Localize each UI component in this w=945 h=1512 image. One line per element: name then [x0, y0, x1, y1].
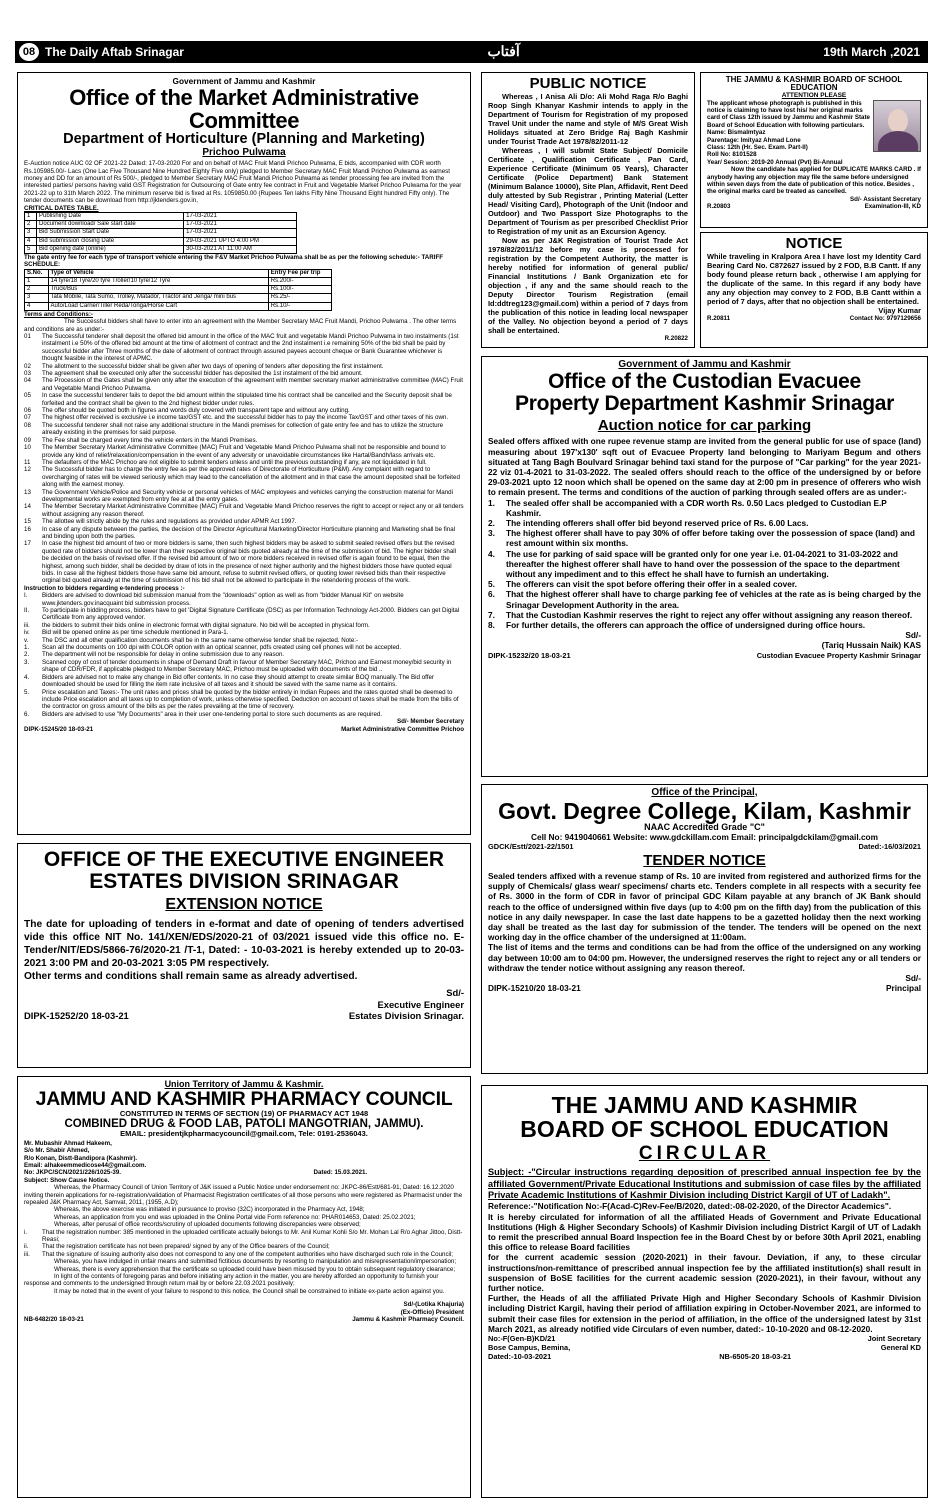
address-line: Mr. Mubashir Ahmad Hakeem,: [24, 1139, 112, 1147]
term-item-text: The Member Secretary Market Administrative Committee (MAC) Fruit and Vegetable Mandi Prichoo Pulwama shall not be responsible and bound to provide any kind of relief/relaxation/compensation in the event of any adversity or unavoidable circumstances like Hartal/Bandh/lass arrivals etc.: [42, 444, 446, 459]
term-item-text: The successful tenderer shall not raise any additional structure in the Mandi premises for collection of gate entry fee and has to utilize the structure already existing in the premises for said purpose.: [42, 421, 444, 437]
gdc-dated: Dated:-16/03/2021: [858, 842, 921, 852]
custodian-intro: Sealed offers affixed with one rupee revenue stamp are invited from the general public for use of space (land) measuring about 197'x130' sqft out of Evacuee Property land belonging to Mariyam Begum and others situated at Tang Bagh Boulvard Srinagar behind taxi stand for the purpose of "Car parking" for the year 2021-22 viz 01-4-2021 to 31-03-2022. The sealed offers should reach to the office of the undersigned by or before 29-03-2021 upto 12 noon which shall be opened on the same day at 2:00 pm in presence of offerers who wish to remain present. The terms and conditions of the auction of parking through sealed offers are as under:-: [488, 436, 921, 498]
custodian-item-number: 3.: [488, 528, 495, 539]
mac-ref: DIPK-15245/20 18-03-21: [24, 725, 94, 733]
public-notice-p1: Whereas , I Anisa Ali D/o: Ali Mohd Raga R/o Baghi Roop Singh Khanyar Kashmir intends to apply in the Department of Tourism for Registration of my proposed Travel Unit under the name and style of M/S Great Wish Holidays situated at Zero Bridge Raj Bagh Kashmir under Tourist Trade Act 1978/82/2011-12: [488, 91, 688, 146]
term-item: [24, 503, 464, 518]
pharmacy-ref: NB-6482/20 18-03-21: [24, 1316, 84, 1324]
term-item: [24, 422, 464, 437]
applicant-field: Parentage: Imityaz Ahmad Lone: [707, 136, 801, 144]
term-item-text: The allottee will strictly abide by the rules and regulations as provided under APMR Act 1997.: [42, 518, 297, 526]
paper-logo: آفتاب: [487, 44, 520, 60]
address-line: S/o Mr. Shabir Ahmed,: [24, 1147, 90, 1155]
mac-sd: Sd/- Member Secretary: [396, 718, 464, 726]
gdc-ref: DIPK-15210/20 18-03-21: [488, 983, 581, 994]
term-item: [24, 459, 464, 466]
critical-date-row-cell: 5: [25, 245, 37, 253]
lost-id-footer: [707, 315, 921, 322]
exec-body: The date for uploading of tenders in e-format and date of opening of tenders advertised vide this office NIT No. 141/XEN/EDS/2020-21 of 03/2021 issued vide this office no. E-Tender/NIT/EDS/5866-76/2020-21 /T-1, Dated: - 10-03-2021 is hereby extended up to 20-03-2021 3:00 PM and 20-03-2021 3:05 PM respectively.: [24, 918, 464, 969]
instruction-item: [24, 659, 464, 674]
jkbose-small-title: THE JAMMU & KASHMIR BOARD OF SCHOOL EDUCATION: [725, 75, 903, 93]
gdc-ref-no: GDCK/Estt/2021-22/1501: [488, 842, 574, 852]
lost-id-name: Vijay Kumar: [878, 305, 921, 315]
mac-footer: [24, 726, 464, 733]
critical-date-row-cell: 2: [25, 221, 37, 229]
critical-date-row-cell: Bid opening date (online): [37, 245, 184, 253]
critical-date-row-cell: 3: [25, 229, 37, 237]
instruction-item-text: Bidders are advised to download bid submission manual from the "downloads" option as well as from "bidder Manual Kit" on website www.jktenders.gov.inacquaint bid submission process.: [42, 592, 404, 607]
term-item-number: 05: [24, 392, 31, 400]
mac-terms-list: [24, 333, 464, 585]
term-item-number: 10: [24, 444, 31, 452]
critical-date-row-cell: Bid Submission Start Date: [37, 229, 184, 237]
instruction-item-text: Scanned copy of cost of tender documents in shape of Demand Draft in favour of Member Secretary MAC, Prichoo and Earnest money/bid security in shape of CDR/FDR, if applicable pledged to Member Secretary MAC, Prichoo must be uploaded with documents of the bid ..: [42, 658, 452, 674]
custodian-item: [488, 610, 921, 620]
instruction-item-number: iii.: [24, 621, 30, 629]
instruction-item: [24, 592, 464, 607]
tariff-row-cell: Rs.100/-: [268, 286, 331, 294]
term-item-text: The agreement shall be executed only after the successful bidder has deposited the 1st instalment of the bid amount.: [42, 370, 363, 378]
applicant-field: Year/ Session: 2019-20 Annual (Pvt) Bi-Annual: [707, 158, 843, 166]
term-item-number: 11: [24, 458, 31, 466]
public-notice-p3: Now as per J&K Registration of Tourist Trade Act 1978/82/2011/12 before my case is processed for registration by the Competent Authority, the matter is hereby notified for information of general public/ Financial Institutions / Bank Organization etc for objection , if any and the same should reach to the Deputy Director Tourism Registration (email Id:ddtreg123@gmail.com) within a period of 7 days from the publication of this notice in leading local newspaper of the Valley. No objection beyond a period of 7 days shall be entertained.: [488, 235, 688, 335]
tariff-row: [25, 294, 332, 302]
custodian-item-number: 8.: [488, 620, 495, 630]
jkbose-small-footer: [707, 203, 921, 210]
tariff-row-cell: Rs.10/-: [268, 302, 331, 310]
critical-date-row-cell: 17-03-2021: [184, 212, 297, 220]
instruction-item: [24, 629, 464, 636]
mac-intro: E-Auction notice AUC 02 OF 2021-22 Dated: 17-03-2020 For and on behalf of MAC Fruit Mandi Prichoo Pulwama, E bids, accompanied with CDR worth Rs.105985.00/- Lacs (One Lac Five Thousand Nine Hundred Eighty Five only) pledged to Member Secretary MAC Fruit Mandi Prichoo Pulwama as earnest money and DD for an amount of Rs 500/-, pledged to Member Secretary MAC Fruit Mandi Prichoo Pulwama as tender processing fee are invited from the interested parties/ persons having valid GST Registration for Outsourcing of Gate entry fee contract in Fruit and Vegetable Market Prichoo Pulwama for the year 2021-22 up to 31th March 2022. The minimum reserve bid is fixed at Rs. 1059850.00 (Rupees Ten lakhs Fifty Nine Thousand Eight hundred Fifty only). The tender documents can be download from http://jktenders.gov.in,: [24, 160, 462, 205]
pharmacy-p1: Whereas, the Pharmacy Council of Union Territory of J&K issued a Public Notice under endorsement no: JKPC-86/Estt/681-91, Dated: 16.12.2020 inviting therein applications for re-registration/validation of Pharmacist Registration certificates of all those persons who were registered as Pharmacist under the repealed J&K Pharmacy Act, Samvat, 2011, (1955, A.D);: [24, 1184, 463, 1206]
public-notice-p2: Whereas , I will submit State Subject/ Domicile Certificate , Qualification Certificate , Pan Card, Experience Certificate (Minimum 05 Years), Character Certificate (Police Department) Bank Statement (Minimum Balance 10000), Site Plan, Affidavit, Rent Deed duly attested by Sub Registrar , Printing Material (Letter Head/ Visiting Card), Photograph of the Unit (Indoor and Outdoor) and Two Passport Size Photographs to the Department of Tourism as per prescribed Checklist Prior to Registration of my unit as an Excursion Agency.: [488, 145, 688, 236]
term-item-text: The offer should be quoted both in figures and words duly covered with transparent tape and without any cutting.: [42, 407, 350, 415]
discrepancy-item-text: That the signature of issuing authority also does not correspond to any one of the competent authorities who have discharged such role in the Council;: [42, 1250, 454, 1258]
exec-title1: OFFICE OF THE EXECUTIVE ENGINEER: [43, 848, 445, 871]
circular-sign-row1: [488, 1334, 921, 1343]
jkbose-small-sd: Sd/- Assistant Secretary: [850, 195, 921, 203]
custodian-item: [488, 579, 921, 589]
instruction-item: [24, 637, 464, 644]
discrepancy-item: [24, 1251, 464, 1258]
instruction-item-text: Bidders are advised not to make any change in Bid offer contents. In no case they should attempt to create similar BOQ manually. The Bid offer downloaded should be used for filling the item rate inclusive of all taxes and it should be saved with the same name as it contains.: [42, 673, 434, 689]
term-item-number: 16: [24, 525, 31, 533]
custodian-item-number: 4.: [488, 548, 495, 559]
custodian-item-text: That the Custodian Kashmir reserves the right to reject any offer without assigning any reason thereof.: [506, 609, 913, 620]
public-notice: [481, 72, 695, 348]
custodian-notice: [481, 356, 928, 777]
pharmacy-p6: Whereas, there is every apprehension that the certificate so uploaded could have been misused by you to obtain subsequent regulatory clearance;: [54, 1265, 456, 1273]
critical-date-row-cell: 17-03-2021: [184, 221, 297, 229]
tariff-row-cell: 14 tyre/18 Tyre/20 tyre Troller/10 tyre/12 Tyre: [48, 277, 268, 285]
term-item-text: The defaulters of the MAC Prichoo are not eligible to submit tenders unless and until the previous outstanding if any, are not liquidated in full.: [42, 458, 427, 466]
tariff-table: [24, 269, 332, 311]
lost-id-title: NOTICE: [785, 235, 843, 252]
term-item: [24, 392, 464, 407]
exec-desig1: Executive Engineer: [377, 998, 464, 1010]
term-item: [24, 333, 464, 363]
instruction-item-number: 5.: [24, 688, 30, 696]
custodian-item-number: 7.: [488, 609, 495, 620]
circular-reference: Reference:-"Notification No:-F(Acad-C)Rev-Fee/B/2020, dated:-08-02-2020, of the Director Academics".: [488, 1201, 892, 1212]
instruction-item: [24, 689, 464, 711]
term-item: [24, 540, 464, 584]
custodian-sd: Sd/-: [905, 630, 921, 641]
term-item-number: 01: [24, 333, 31, 341]
critical-date-row: [25, 245, 297, 253]
custodian-ref: DIPK-15232/20 18-03-21: [488, 650, 571, 660]
page-number: 08: [19, 43, 39, 61]
term-item-text: The Procession of the Gates shall be given only after the execution of the agreement with member secretary market administrative committee (MAC) Fruit and Vegetable Mandi Prichoo Pulwama.: [42, 377, 463, 392]
instruction-item-number: 2.: [24, 651, 30, 659]
term-item-number: 17: [24, 540, 31, 548]
jkbose-attention-notice: [700, 72, 928, 228]
critical-date-row-cell: Document download/ Sale start date: [37, 221, 184, 229]
jkbose-small-fields: [707, 129, 870, 166]
term-item-number: 03: [24, 370, 31, 378]
mac-dept: Department of Horticulture (Planning and Marketing): [63, 131, 425, 148]
term-item-number: 15: [24, 518, 31, 526]
discrepancy-item-text: That the registration certificate has not been prepared/ signed by any of the Office bearers of the Council;: [42, 1243, 330, 1251]
newspaper-header: [15, 41, 928, 63]
pharmacy-sd: Sd/-(Lotika Khajuria): [403, 1301, 464, 1309]
pharmacy-const: CONSTITUTED IN TERMS OF SECTION (19) OF PHARMACY ACT 1948: [119, 1108, 369, 1118]
critical-date-row: [25, 221, 297, 229]
tariff-row: [25, 302, 332, 310]
custodian-item: [488, 620, 921, 630]
instruction-item-number: 3.: [24, 658, 30, 666]
public-notice-title: PUBLIC NOTICE: [529, 75, 647, 92]
instruction-item-number: 6.: [24, 710, 30, 718]
gdc-office: Office of the Principal,: [651, 787, 758, 798]
discrepancy-item-number: iii.: [24, 1250, 30, 1258]
public-notice-ref: R.20822: [664, 334, 688, 342]
term-item: [24, 370, 464, 377]
custodian-gov: Government of Jammu and Kashmir: [618, 359, 791, 370]
custodian-item: [488, 498, 921, 518]
custodian-title2: Property Department Kashmir Srinagar: [515, 391, 894, 415]
pharmacy-desig: Jammu & Kashmir Pharmacy Council.: [352, 1316, 464, 1324]
term-item: [24, 437, 464, 444]
circular-subject: Subject: -"Circular instructions regarding deposition of prescribed annual inspection fee by the affiliated Government/Private Educational Institutions and submission of case files by the affiliated Private Academic Institutions of Kashmir Division including District Kargil of UT of Ladakh".: [488, 1167, 921, 1201]
pharmacy-ut: Union Territory of Jammu & Kashmir.: [164, 1079, 324, 1089]
custodian-item: [488, 518, 921, 528]
custodian-item-number: 1.: [488, 497, 495, 508]
instruction-item-number: v.: [24, 636, 29, 644]
discrepancy-item-number: ii.: [24, 1243, 29, 1251]
tariff-row-cell: Truck/Bus: [48, 286, 268, 294]
exec-title2: ESTATES DIVISION SRINAGAR: [89, 870, 399, 894]
jkbose-small-ref: R.20803: [707, 203, 731, 211]
instruction-item-number: iv.: [24, 629, 30, 637]
custodian-item-text: For further details, the offerers can approach the office of undersigned during office hours.: [506, 620, 866, 630]
mac-gov: Government of Jammu and Kashmir: [172, 76, 316, 86]
gdc-p1: Sealed tenders affixed with a revenue stamp of Rs. 10 are invited from registered and authorized firms for the supply of Chemicals/ glass wear/ specimens/ charts etc. Tenders complete in all respects with a security fee of Rs. 3000 in the form of CDR in favor of principal GDC Kilam payable at any branch of JK Bank should reach to the office of undersigned within five days (up to 4:00 pm on the fifth day) from the publication of this notice in any daily newspaper. In case the last date happens to be a gazetted holiday then the next working day shall be treated as the last day for submission of the tender. The tenders will be opened on the next working day in the office chamber of the undersigned at 11:00am.: [488, 871, 921, 943]
gdc-contact: Cell No: 9419040661 Website: www.gdckillam.com Email: principalgdckilam@gmail.com: [531, 832, 878, 843]
instruction-item-text: Bidders are advised to use "My Documents" area in their user one-tendering portal to store such documents as are required.: [42, 710, 383, 718]
circular-heading: CIRCULAR: [638, 1143, 771, 1165]
custodian-name: (Tariq Hussain Naik) KAS: [821, 640, 921, 651]
custodian-title1: Office of the Custodian Evacuee: [548, 369, 861, 393]
term-item-text: In case the successful tenderer fails to depot the bid amount within the stipulated time his contract shall be cancelled and the Security deposit shall be forfeited and the contract shall be given to the 2nd highest bidder under rules.: [42, 392, 452, 407]
term-item-number: 12: [24, 466, 31, 474]
circular-title1: THE JAMMU AND KASHMIR: [551, 1092, 858, 1118]
custodian-item-number: 5.: [488, 579, 495, 590]
pharmacy-footer: [24, 1316, 464, 1323]
instruction-item: [24, 644, 464, 651]
discrepancy-item-number: i.: [24, 1228, 28, 1236]
mac-place: Prichoo Pulwama: [202, 146, 286, 158]
term-item-text: The Fee shall be charged every time the vehicle enters in the Mandi Premises.: [42, 436, 258, 444]
term-item-number: 07: [24, 414, 31, 422]
term-item: [24, 466, 464, 488]
term-item: [24, 489, 464, 504]
term-item-text: The Successful tenderer shall deposit the offered bid amount in the office of the MAC fruit and vegetable Mandi Prichoo Pulwama in two instalments (1st instalment i.e 50% of the offered bid amount at the time of allotment of contract and the 2nd instalment i.e remaining 50% of the bid shall be paid by successful bidder after Three months of the date of allotment of contract through assured payees account cheque or Bank Guarantee whichever is thought feasible in the interest of APMC.: [42, 333, 459, 363]
term-item-number: 04: [24, 377, 31, 385]
term-item: [24, 377, 464, 392]
tariff-row: [25, 277, 332, 285]
mac-notice: [17, 72, 471, 835]
custodian-subtitle: Auction notice for car parking: [597, 416, 812, 434]
instruction-item-text: Bid will be opened online as per time schedule mentioned in Para-1.: [42, 629, 229, 637]
critical-date-row-cell: 4: [25, 237, 37, 245]
gdc-refline: [488, 842, 921, 851]
jkbose-small-body: Now the candidate has applied for DUPLICATE MARKS CARD . If anybody having any objection may file the same before undersigned within seven days from the date of publication of this notice. Besides , the original marks card be treated as cancelled.: [707, 166, 921, 196]
pharmacy-p7: In light of the contents of foregoing paras and before initiating any action in the matter, you are hereby afforded an opportunity to furnish your response and comments to the undersigned through return mail by or before 22.03.2021 positively;: [24, 1273, 439, 1288]
circular-no: No:-F(Gen-B)KD/21: [488, 1334, 556, 1344]
tariff-row-cell: Rs.200/-: [268, 277, 331, 285]
lost-id-notice: [700, 232, 928, 348]
jkbose-small-attention: ATTENTION PLEASE: [781, 91, 847, 99]
mac-desig: Market Administrative Committee Prichoo: [341, 725, 464, 733]
instruction-item-number: 1.: [24, 644, 30, 652]
exec-sd: Sd/-: [446, 986, 464, 998]
pharmacy-p3: Whereas, an application from you end was uploaded in the Online Portal vide Form reference no: PHAR014653, Dated: 25.02.2021;: [54, 1213, 416, 1221]
instruction-item-text: the bidders to submit their bids online in electronic format with digital signature. No bid will be accepted in physical form.: [42, 621, 370, 629]
header-left: [19, 43, 184, 61]
instruction-item-text: The DSC and all other qualification documents shall be in the same name otherwise tender shall be rejected. Note:-: [42, 636, 359, 644]
gdc-footer: [488, 983, 921, 993]
pharmacy-sd2: (Ex-Officio) President: [400, 1308, 464, 1316]
term-item: [24, 407, 464, 414]
term-item-text: The Successful bidder has to charge the entry fee as per the approved rates of Directorate of Horticulture (P&M). Any complaint with regard to overcharging of rates will be viewed seriously which may lead to the cancellation of the allotment and in that case the amount deposited shall be forfeited along with the earnest money.: [42, 466, 460, 489]
exec-desig2: Estates Division Srinagar.: [348, 1010, 464, 1022]
discrepancy-item-text: That the registration number: 385 mentioned in the uploaded certificate actually belongs to Mr. Anil Kumar Kohli S/o Mr. Mohan Lal R/o Aghar Jittoo, Distt-Reasi;: [42, 1228, 463, 1243]
critical-date-row-cell: 30-03-2021 AT 11:00 AM: [184, 245, 297, 253]
tariff-row-cell: 2: [25, 286, 49, 294]
circular-sign-row2: [488, 1343, 921, 1352]
critical-date-row-cell: Publishing Date: [37, 212, 184, 220]
term-item-number: 13: [24, 488, 31, 496]
pharmacy-items: [24, 1229, 464, 1259]
pharmacy-email: EMAIL: presidentjkpharmacycouncil@gmail.com, Tele: 0191-2536043.: [120, 1128, 368, 1138]
term-item-number: 08: [24, 421, 31, 429]
term-item: [24, 526, 464, 541]
jkbose-small-desig: Examination-III, KD: [864, 203, 921, 211]
custodian-item-text: The intending offerers shall offer bid beyond reserved price of Rs. 6.00 Lacs.: [506, 517, 809, 528]
tariff-row-cell: 3: [25, 294, 49, 302]
custodian-items: [488, 498, 921, 631]
issue-date: 19th March ,2021: [823, 45, 920, 59]
tariff-row-cell: 1: [25, 277, 49, 285]
circular-campus: Bose Campus, Bemina,: [488, 1343, 571, 1353]
instruction-item: [24, 622, 464, 629]
custodian-item: [488, 549, 921, 580]
critical-date-row-cell: Bid submission closing Date: [37, 237, 184, 245]
tariff-row-cell: 4: [25, 302, 49, 310]
address-line: R/o Konan, Distt-Bandipora (Kashmir).: [24, 1154, 138, 1162]
custodian-item-number: 6.: [488, 589, 495, 600]
circular-sd: Joint Secretary: [867, 1334, 921, 1344]
applicant-photo: [873, 100, 921, 152]
term-item-text: The allotment to the successful bidder shall be given after two days of opening of tenders after depositing the first instalment.: [42, 362, 384, 370]
gdc-sd: Sd/-: [905, 973, 921, 984]
gdc-subtitle: TENDER NOTICE: [643, 852, 766, 870]
instruction-item: [24, 674, 464, 689]
custodian-item: [488, 528, 921, 548]
term-item: [24, 363, 464, 370]
critical-date-row-cell: 29-03-2021 UPTO 4:00 PM: [184, 237, 297, 245]
pharmacy-p2: Whereas, the above exercise was initiated in pursuance to proviso (32C) incorporated in the Pharmacy Act, 1948;: [54, 1206, 365, 1214]
term-item: [24, 518, 464, 525]
circular-title2: BOARD OF SCHOOL EDUCATION: [520, 1116, 889, 1143]
exec-body2: Other terms and conditions shall remain same as already advertised.: [24, 970, 358, 982]
tariff-row: [25, 286, 332, 294]
gdc-tender-notice: [481, 784, 928, 1074]
instruction-item-text: Scan all the documents on 100 dpi with COLOR option with an optical scanner, pdfs created using cell phones will not be accepted.: [42, 644, 402, 652]
mac-fee-heading: The gate entry fee for each type of transport vehicle entering the F&V Market Prichoo Pulwama shall be as per the following schedule:- TARIFF SCHEDULE:: [24, 253, 443, 269]
gdc-naac: NAAC Accredited Grade "C": [644, 821, 765, 832]
jkbose-circular: [481, 1085, 928, 1498]
term-item-number: 09: [24, 436, 31, 444]
critical-date-row: [25, 229, 297, 237]
critical-date-row-cell: 1: [25, 212, 37, 220]
paper-name: The Daily Aftab Srinagar: [45, 45, 184, 59]
term-item-text: In case of any dispute between the parties, the decision of the Director Agricultural Marketing/Director Horticulture planning and Marketing shall be final and binding upon both the parties.: [42, 525, 456, 540]
exec-engineer-notice: [17, 843, 471, 1068]
gdc-title: Govt. Degree College, Kilam, Kashmir: [498, 797, 911, 824]
mac-terms-heading: Terms and Conditions:-: [24, 310, 93, 318]
term-item-number: 14: [24, 503, 31, 511]
pharmacy-address: [24, 1140, 464, 1170]
custodian-footer: [488, 651, 921, 660]
exec-subtitle: EXTENSION NOTICE: [165, 896, 323, 914]
custodian-desig: Custodian Evacuee Property Kashmir Srinagar: [756, 650, 921, 660]
circular-sign-row3: [488, 1352, 791, 1361]
custodian-item-text: The sealed offer shall be accompanied with a CDR worth Rs. 0.50 Lacs pledged to Custodian E.P Kashmir.: [506, 497, 887, 518]
circular-p1: It is hereby circulated for information of all the affiliated Heads of Government and Private Educational Institutions (High & Higher Secondary Schools) of Kashmir Division including District Kargil of UT of Ladakh to remit the prescribed annual Board Inspection fee in the Board Chest by or before 30th April 2021, enabling this office to release Board facilities: [488, 1211, 921, 1253]
tariff-row-cell: Tata Mobile, Tata Sumo, Trolley, Matador, Tractor and Jenga/ mini bus: [48, 294, 268, 302]
discrepancy-item: [24, 1243, 464, 1250]
applicant-field: Name: Bismalmtyaz: [707, 129, 766, 137]
instruction-item-number: 4.: [24, 673, 30, 681]
instruction-item: [24, 711, 464, 718]
discrepancy-item: [24, 1229, 464, 1244]
term-item-text: In case the highest bid amount of two or more bidders is same, then such highest bidders may be asked to submit sealed revised offers but the revised quoted rate of bidders should not be lower than their respective original bids quoted already at the time of the submission of bid. The higher bidder shall be decided on the basis of revised offer. If the revised bid amount of two or more bidders received in revised offer is again found to be equal, then the highest, among such bidder, shall be decided by draw of lots in the presence of next higher authority and the highest bidders those have quoted equal bids. In case all the highest bidders those have same bid amount, refuse to submit revised offers, or quoting lower revised bids than their respective orginal bid quoted already at the time of submission of his bid shall not be allowed to participate in the retendering process of the work.: [42, 540, 457, 585]
tariff-head-fee: Entry Fee per trip: [268, 269, 331, 277]
custodian-item-text: That the highest offerer shall have to charge parking fee of vehicles at the rate as is being charged by the Srinagar Development Authority in the area.: [506, 589, 921, 610]
mac-title: Office of the Market Administrative Committee: [69, 85, 419, 134]
term-item-text: The Member Secretary Market Administrative Committee (MAC) Fruit and Vegetable Mandi Prichoo reserves the right to accept or reject any or all tenders without assigning any reason thereof.: [42, 503, 464, 518]
instruction-item: [24, 607, 464, 622]
tariff-row-cell: Auto/Load Carrier/Tiller Reda/Tonga/Horse Cart: [48, 302, 268, 310]
critical-date-row: [25, 237, 297, 245]
critical-dates-table: [24, 212, 297, 254]
custodian-item: [488, 589, 921, 609]
circular-dated: Dated:-10-03-2021: [488, 1352, 552, 1362]
jkbose-small-top: [707, 100, 921, 167]
term-item-number: 02: [24, 362, 31, 370]
mac-critical-heading: CRITICAL DATES TABLE.: [24, 204, 99, 212]
tariff-head-type: Type of Vehicle: [48, 269, 268, 277]
circular-desig: General KD: [880, 1343, 921, 1353]
lost-id-ref: R.20811: [707, 314, 731, 322]
mac-terms-intro: The Successful bidders shall have to enter into an agreement with the Member Secretary MAC Fruit Mandi, Prichoo Pulwama . The other terms and conditions are as under:-: [24, 318, 457, 333]
term-item-text: The Government Vehicle/Police and Security vehicle or personal vehicles of MAC employees and vehicles carrying the construction material for Mandi developmental works are exempted from entry fee at all the entry gates.: [42, 488, 453, 503]
circular-p2: for the current academic session (2020-2021) in their favour. Deviation, if any, to these circular instructions/non-remittance of prescribed annual inspection fee by the affiliated institution(s) shall result in suspension of BoSE facilities for the current academic session (2020-2021), in their favour, without any further notice.: [488, 1252, 921, 1294]
instruction-item-number: I.: [24, 592, 28, 600]
tariff-head-sno: S.No.: [25, 269, 49, 277]
pharmacy-lab: COMBINED DRUG & FOOD LAB, PATOLI MANGOTRIAN, JAMMU).: [64, 1117, 424, 1130]
tariff-row-cell: Rs.25/-: [268, 294, 331, 302]
pharmacy-p5: Whereas, you have indulged in unfair means and submitted fictitious documents by resorting to manipulation and misrepresentation/impersonation;: [54, 1258, 457, 1266]
jkbose-small-intro: The applicant whose photograph is published in this notice is claiming to have lost his/ her original marks card of Class 12th issued by Jammu and Kashmir State Board of School Education with following particulars.: [707, 99, 870, 129]
critical-date-row: [25, 212, 297, 220]
pharmacy-no: No: JKPC/SCN/2021/226/1025-39.: [24, 1169, 121, 1177]
exec-ref: DIPK-15252/20 18-03-21: [24, 1010, 129, 1022]
custodian-item-text: The use for parking of said space will be granted only for one year i.e. 01-04-2021 to 31-03-2022 and thereafter the highest offerer shall have to hand over the possession of the space to the department without any impediment and to this effect he shall have to furnish an undertaking.: [506, 548, 900, 579]
address-line: Email: alhakeemmedicose44@gmail.com.: [24, 1161, 147, 1169]
term-item-number: 06: [24, 407, 31, 415]
instruction-item-number: II.: [24, 607, 30, 615]
mac-instructions-heading: Instruction to bidders regarding e-tendering process :-: [24, 584, 185, 592]
critical-date-row-cell: 17-03-2021: [184, 229, 297, 237]
pharmacy-subject: Subject: Show Cause Notice.: [24, 1176, 110, 1184]
exec-footer: [24, 1010, 464, 1022]
instruction-item-text: To participate in bidding process, bidders have to get 'Digital Signature Certificate (DSC) as per Information Technology Act-2000. Bidders can get Digital Certificate from any approved vendor.: [42, 607, 460, 622]
gdc-p2: The list of items and the terms and conditions can be had from the office of the undersigned on any working day between 10:00 am to 04:00 pm. However, the undersigned reserves the right to reject any or all tenders or withdraw the tender notice without assigning any reason thereof.: [488, 942, 921, 973]
custodian-item-text: The highest offerer shall have to pay 30% of offer before taking over the possession of space (land) and rest amount within six months.: [506, 528, 915, 549]
applicant-field: Class: 12th (Hr. Sec. Exam. Part-II): [707, 144, 808, 152]
lost-id-contact: Contact No: 9797129656: [849, 314, 921, 322]
pharmacy-p8: It may be noted that in the event of your failure to respond to this notice, the Council shall be constrained to initiate ex-parte action against you.: [54, 1287, 445, 1295]
circular-ref: NB-6505-20 18-03-21: [719, 1352, 792, 1362]
term-item: [24, 444, 464, 459]
custodian-item-text: The offerers can visit the spot before offering their offer in a sealed cover.: [506, 579, 797, 590]
instruction-item-text: The department will not be responsible for delay in online submission due to any reason.: [42, 651, 285, 659]
instruction-item-text: Price escalation and Taxes:- The unit rates and prices shall be quoted by the bidder entirely in Indian Rupees and the rates quoted shall be deemed to include Price escalation and all taxes up to completion of work, unless otherwise specified. Deduction on account of taxes shall be made from the bills of the contractor on gross amount of the bills as per the rates prevailing at the time of recovery.: [42, 688, 459, 711]
pharmacy-p4: Whereas, after perusal of office records/scrutiny of uploaded documents following discrepancies were observed;: [54, 1221, 361, 1229]
pharmacy-noline: [24, 1169, 367, 1176]
pharmacy-dated: Dated: 15.03.2021.: [313, 1169, 368, 1177]
gdc-desig: Principal: [885, 983, 921, 994]
mac-instructions-list: [24, 592, 464, 718]
term-item-text: The highest offer received is exclusive i.e income tax/GST etc. and the successful bidder has to pay the income Tax/GST and other taxes of his own.: [42, 414, 449, 422]
pharmacy-title: JAMMU AND KASHMIR PHARMACY COUNCIL: [35, 1088, 453, 1111]
lost-id-body: While traveling in Kralpora Area I have lost my Identity Card Bearing Card No. C872627 issued by 2 FOD, B.B Cantt. If any body found please return back , otherwise I am applying for the duplicate of the same. In this regard if any body have any any objection may convey to 2 FOD, B.B Cantt within a period of 7 days, after that no objection shall be entertained.: [707, 251, 921, 306]
pharmacy-council-notice: [17, 1076, 471, 1498]
custodian-item-number: 2.: [488, 517, 495, 528]
term-item: [24, 414, 464, 421]
circular-p3: Further, the Heads of all the affiliated Private High and Higher Secondary Schools of Kashmir Division including District Kargil, having their period of affiliation expiring in October-November 2021, are informed to submit their case files for extension in the period of affiliation, in the office of the undersigned latest by 31st March 2021, as already notified vide Circulars of even number, dated:- 10-10-2020 and 08-12-2020.: [488, 1293, 921, 1334]
instruction-item: [24, 651, 464, 658]
applicant-field: Roll No: 8101528: [707, 151, 757, 159]
